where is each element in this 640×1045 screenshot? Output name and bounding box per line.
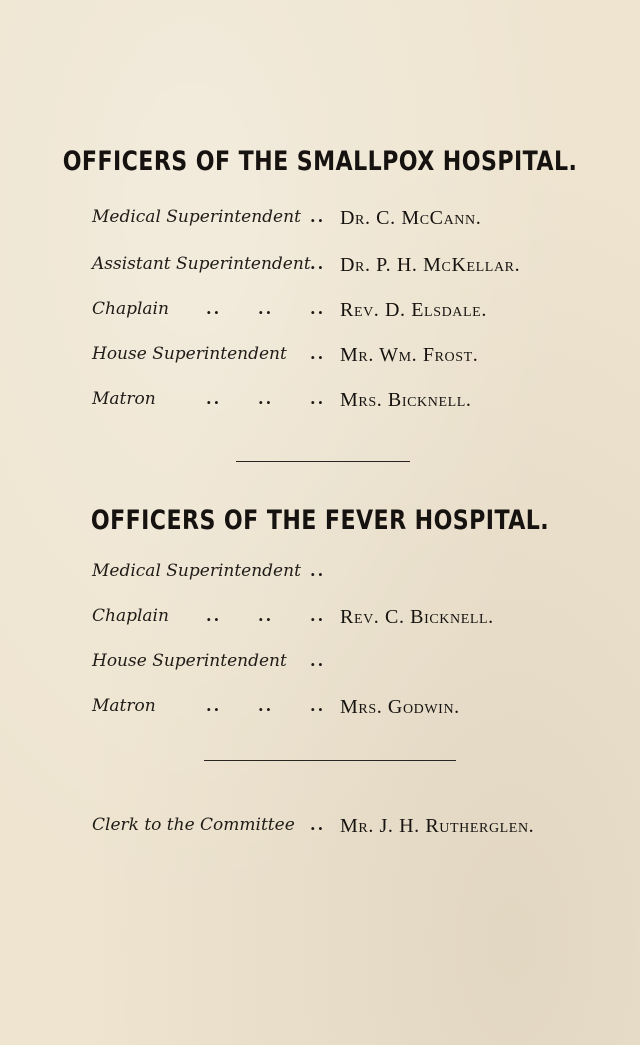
role-label: House Superintendent — [92, 344, 287, 364]
fever-row-medical-superintendent — [0, 561, 640, 591]
officer-name: Mr. J. H. Rutherglen. — [340, 815, 535, 837]
leader-dots: .. — [310, 344, 326, 363]
leader-dots: .. — [258, 389, 274, 408]
smallpox-heading: OFFICERS OF THE SMALLPOX HOSPITAL. — [62, 146, 578, 177]
smallpox-row-assistant-superintendent — [0, 254, 640, 284]
section-divider — [236, 461, 410, 462]
leader-dots: .. — [310, 696, 326, 715]
fever-row-matron — [0, 696, 640, 726]
clerk-row — [0, 815, 640, 845]
section-divider — [204, 760, 456, 761]
leader-dots: .. — [258, 696, 274, 715]
role-label: Matron — [92, 389, 156, 409]
officer-name: Mrs. Bicknell. — [340, 389, 472, 411]
smallpox-row-medical-superintendent — [0, 207, 640, 237]
leader-dots: .. — [206, 606, 222, 625]
role-label: House Superintendent — [92, 651, 287, 671]
role-label: Chaplain — [92, 606, 169, 626]
role-label: Matron — [92, 696, 156, 716]
leader-dots: .. — [310, 389, 326, 408]
leader-dots: .. — [206, 696, 222, 715]
smallpox-row-chaplain — [0, 299, 640, 329]
leader-dots: .. — [310, 606, 326, 625]
leader-dots: .. — [206, 389, 222, 408]
leader-dots: .. — [310, 207, 326, 226]
officer-name: Rev. D. Elsdale. — [340, 299, 487, 321]
role-label: Chaplain — [92, 299, 169, 319]
officer-name: Mr. Wm. Frost. — [340, 344, 479, 366]
fever-row-house-superintendent — [0, 651, 640, 681]
role-label: Clerk to the Committee — [92, 815, 295, 835]
role-label: Assistant Superintendent — [92, 254, 311, 274]
fever-heading: OFFICERS OF THE FEVER HOSPITAL. — [90, 505, 550, 536]
leader-dots: .. — [310, 254, 326, 273]
leader-dots: .. — [206, 299, 222, 318]
leader-dots: .. — [310, 815, 326, 834]
officer-name: Dr. C. McCann. — [340, 207, 482, 229]
officer-name: Dr. P. H. McKellar. — [340, 254, 521, 276]
smallpox-row-matron — [0, 389, 640, 419]
leader-dots: .. — [310, 561, 326, 580]
leader-dots: .. — [310, 651, 326, 670]
role-label: Medical Superintendent — [92, 207, 301, 227]
officer-name: Rev. C. Bicknell. — [340, 606, 494, 628]
fever-row-chaplain — [0, 606, 640, 636]
smallpox-row-house-superintendent — [0, 344, 640, 374]
role-label: Medical Superintendent — [92, 561, 301, 581]
leader-dots: .. — [258, 299, 274, 318]
leader-dots: .. — [258, 606, 274, 625]
officer-name: Mrs. Godwin. — [340, 696, 460, 718]
leader-dots: .. — [310, 299, 326, 318]
